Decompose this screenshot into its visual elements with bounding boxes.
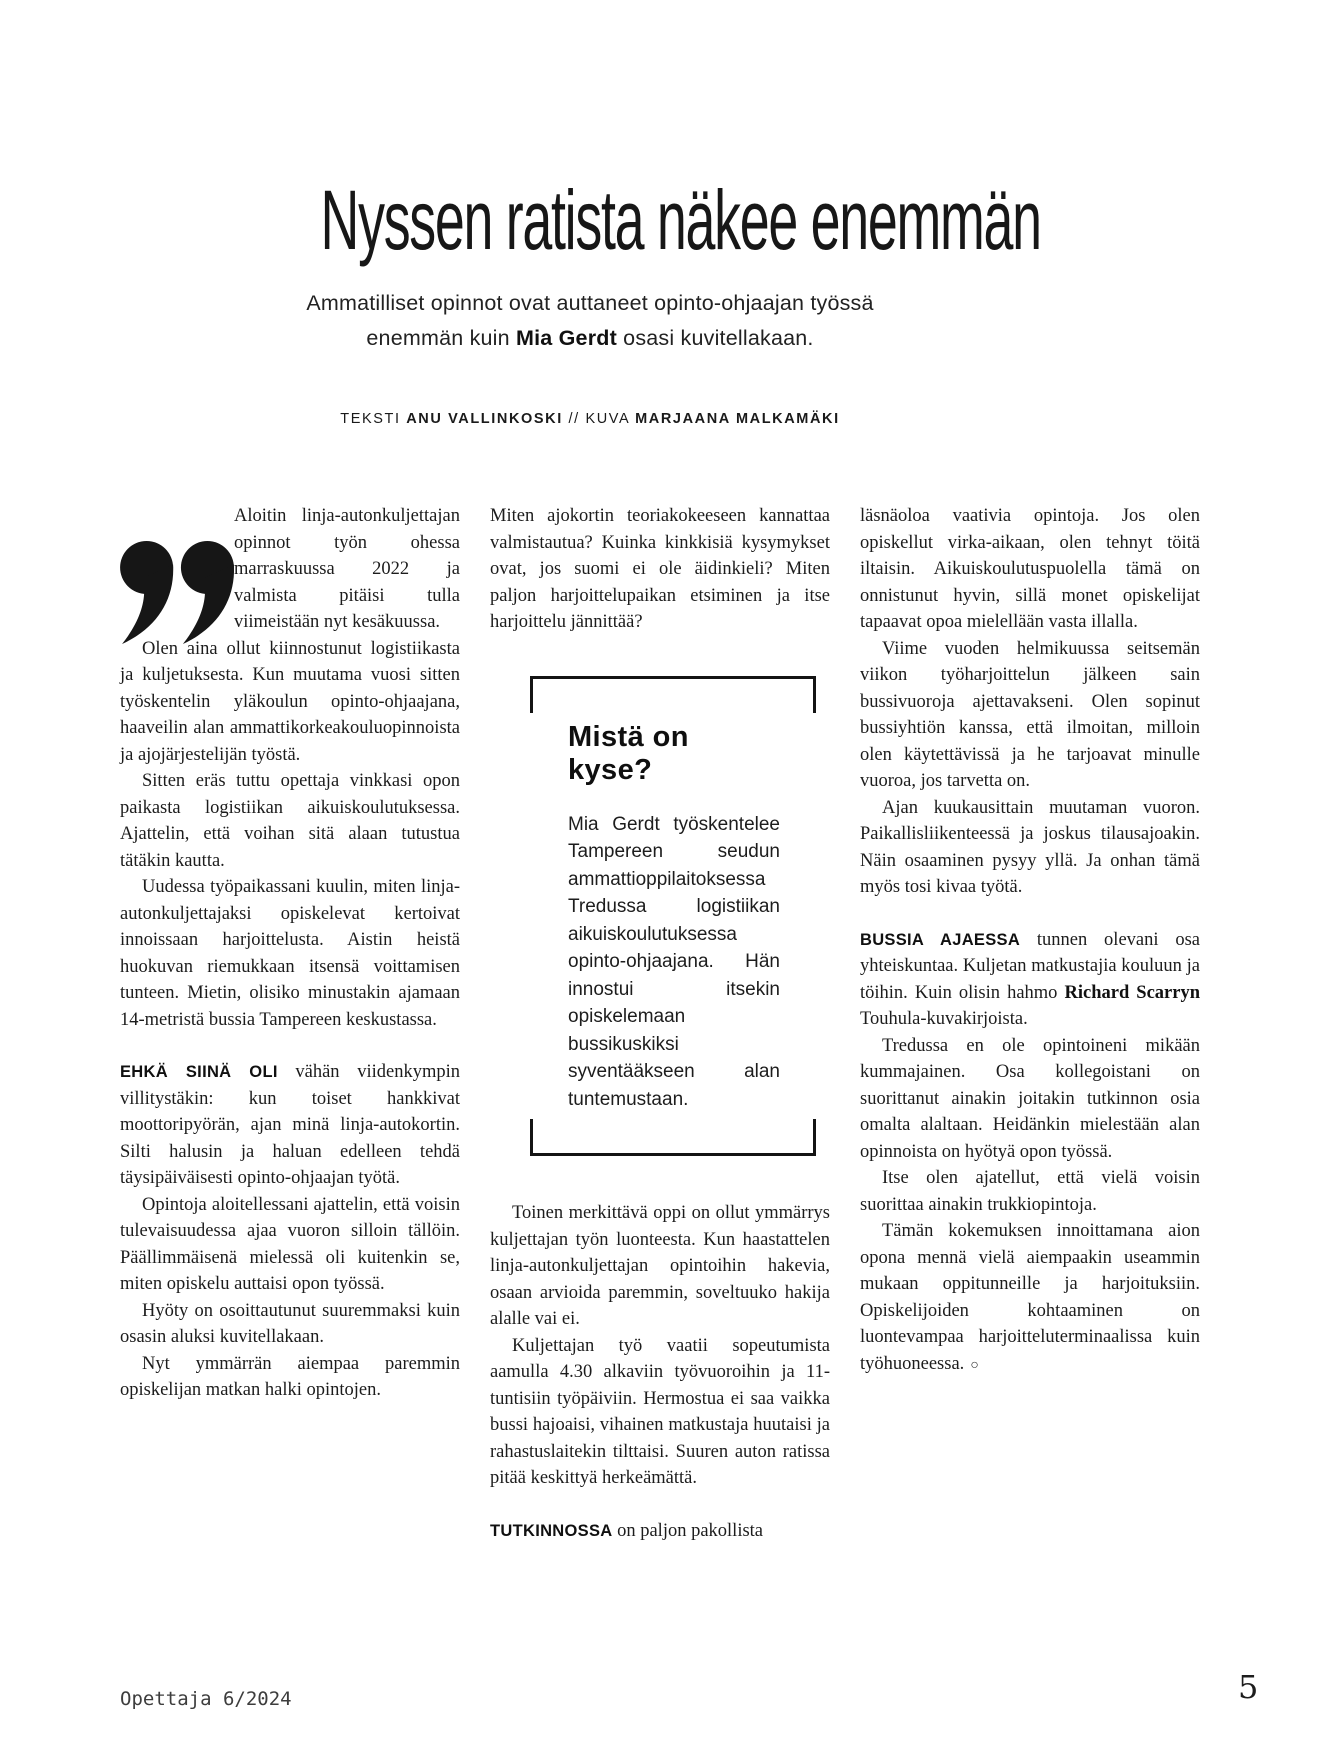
paragraph-with-lead: [120, 1059, 460, 1192]
paragraph: Ajan kuukausittain muutaman vuoron. Paikallisliikenteessä ja joskus tilausajoakin. Näin osaaminen pysyy yllä. Ja onhan tämä myös tosi kivaa työtä.: [860, 797, 1200, 897]
article-body: [120, 503, 1200, 1544]
column-3: [860, 503, 1200, 1544]
paragraph: Tredussa en ole opintoineni mikään kummajainen. Osa kollegoistani on suorittanut ainakin joitakin tutkinnon osia omalta alaltaan. Heidänkin mielestään alan opinnoista on hyötyä opon työssä.: [860, 1035, 1200, 1162]
paragraph: Itse olen ajatellut, että vielä voisin suorittaa ainakin trukkiopintoja.: [860, 1168, 1200, 1215]
paragraph-with-lead: [490, 1518, 830, 1545]
paragraph: Sitten eräs tuttu opettaja vinkkasi opon paikasta logistiikan aikuiskoulutuksessa. Ajattelin, että voihan sitä alaan tutustua tätäkin kautta.: [120, 771, 460, 871]
info-box: [530, 676, 816, 1157]
magazine-issue-label: Opettaja 6/2024: [120, 1688, 292, 1710]
info-box-left-rule: [530, 679, 533, 1154]
paragraph-opening: [120, 503, 460, 636]
byline-photo-label: KUVA: [585, 411, 630, 427]
paragraph: Olen aina ollut kiinnostunut logistiikasta ja kuljetuksesta. Kun muutama vuosi sitten työskentelin yläkoulun opinto-ohjaajana, haaveilin alan ammattikorkeakouluopinnoista ja ajojärjestelijän työstä.: [120, 638, 460, 765]
paragraph: Toinen merkittävä oppi on ollut ymmärrys kuljettajan työn luonteesta. Kun haastattelen linja-autonkuljettajan opintoihin hakevia, osaan arvioida paremmin, soveltuuko hakija alalle vai ei.: [490, 1203, 830, 1329]
byline-separator: //: [568, 411, 580, 427]
subtitle-line-2-pre: enemmän kuin: [366, 326, 510, 350]
paragraph: Hyöty on osoittautunut suuremmaksi kuin osasin aluksi kuvitellakaan.: [120, 1300, 460, 1347]
column-1: [120, 503, 460, 1544]
paragraph: Uudessa työpaikassani kuulin, miten linja-autonkuljettajaksi opiskelevat kertoivat innoissaan harjoittelusta. Aistin heistä huokuvan riemukkaan itsensä voittamisen tunteen. Mietin, olisiko minustakin ajamaan 14-metristä bussia Tampereen keskustassa.: [120, 877, 460, 1030]
subtitle-line-1: Ammatilliset opinnot ovat auttaneet opinto-ohjaajan työssä: [306, 291, 874, 315]
info-box-title: Mistä on kyse?: [568, 720, 689, 786]
byline-text-label: TEKSTI: [340, 411, 401, 427]
subject-name: Mia Gerdt: [516, 326, 617, 350]
referenced-name: Richard Scarryn: [1064, 982, 1200, 1003]
paragraph-text: Tämän kokemuksen innoittamana aion opona mennä vielä aiempaakin useammin mukaan oppitunneille ja harjoituksiin. Opiskelijoiden kohtaaminen on luontevampaa harjoitteluterminaalissa kuin työhuoneessa.: [860, 1221, 1200, 1374]
paragraph-text: on paljon pakollista: [612, 1520, 764, 1541]
paragraph: Viime vuoden helmikuussa seitsemän viikon työharjoittelun jälkeen sain bussivuoroja ajettavakseni. Olen sopinut bussiyhtiön kanssa, että ilmoitan, milloin olen käytettävissä ja he tarjoavat minulle vuoroa, jos tarvetta on.: [860, 638, 1200, 791]
info-box-right-rule: [813, 679, 816, 1154]
pull-quote-icon: [120, 503, 234, 615]
byline-photographer: MARJAANA MALKAMÄKI: [635, 411, 840, 427]
section-lead: BUSSIA AJAESSA: [860, 930, 1021, 949]
paragraph: Opintoja aloitellessani ajattelin, että voisin tulevaisuudessa ajaa vuoron silloin tällöin. Päällimmäisenä mielessä oli kuitenkin se, miten opiskelu auttaisi opon työssä.: [120, 1194, 460, 1294]
paragraph: Miten ajokortin teoriakokeeseen kannattaa valmistautua? Kuinka kinkkisiä kysymykset ovat, jos suomi ei ole äidinkieli? Miten paljon harjoittelupaikan etsiminen ja itse harjoittelu jännittää?: [490, 506, 830, 632]
paragraph-closing: [860, 1218, 1200, 1379]
subtitle-line-2: [118, 321, 1062, 356]
article-subtitle: [118, 286, 1062, 356]
page-number: 5: [1238, 1668, 1259, 1706]
paragraph-text: tunnen olevani osa yhteiskuntaa. Kuljetan matkustajia kouluun ja töihin. Kuin olisin hahmo: [860, 929, 1200, 1003]
page-title-text: Nyssen ratista näkee enemmän: [320, 173, 1041, 267]
info-box-body: Mia Gerdt työskentelee Tampereen seudun ammattioppilaitoksessa Tredussa logistiikan aikuiskoulutuksessa opinto-ohjaajana. Hän innostui itsekin opiskelemaan bussikuskiksi syventääkseen alan tuntemustaan.: [568, 813, 780, 1110]
paragraph-text: Touhula-kuvakirjoista.: [860, 1009, 1028, 1029]
section-lead: EHKÄ SIINÄ OLI: [120, 1063, 278, 1081]
end-of-article-icon: ○: [970, 1357, 979, 1373]
byline-author: ANU VALLINKOSKI: [406, 411, 563, 427]
page-title: [118, 173, 1062, 267]
paragraph-text: Aloitin linja-autonkuljettajan opinnot työn ohessa marraskuussa 2022 ja valmista pitäisi tulla viimeistään nyt kesäkuussa.: [234, 506, 460, 632]
subtitle-line-2-post: osasi kuvitellakaan.: [623, 326, 814, 350]
paragraph: Kuljettajan työ vaatii sopeutumista aamulla 4.30 alkaviin työvuoroihin ja 11-tuntisiin työpäiviin. Hermostua ei saa vaikka bussi hajoaisi, vihainen matkustaja huutaisi ja rahastuslaitekin tilttaisi. Suuren auton ratissa pitää keskittyä herkeämättä.: [490, 1335, 830, 1488]
paragraph: Nyt ymmärrän aiempaa paremmin opiskelijan matkan halki opintojen.: [120, 1353, 460, 1400]
section-lead: TUTKINNOSSA: [490, 1521, 613, 1540]
article-header: [118, 0, 1062, 427]
paragraph: läsnäoloa vaativia opintoja. Jos olen opiskellut virka-aikaan, olen tehnyt töitä iltaisin. Aikuiskoulutuspuolella tämä on onnistunut hyvin, sillä monet opiskelijat tapaavat opoa mielellään vasta illalla.: [860, 506, 1200, 632]
column-2: [490, 503, 830, 1544]
paragraph-text: vähän viidenkympin villitystäkin: kun toiset hankkivat moottoripyörän, ajan minä linja-autokortin. Silti halusin ja haluan edelleen tehdä täysipäiväisesti opinto-ohjaajan työtä.: [120, 1062, 460, 1188]
byline: [118, 411, 1062, 427]
paragraph-with-lead: [860, 927, 1200, 1033]
